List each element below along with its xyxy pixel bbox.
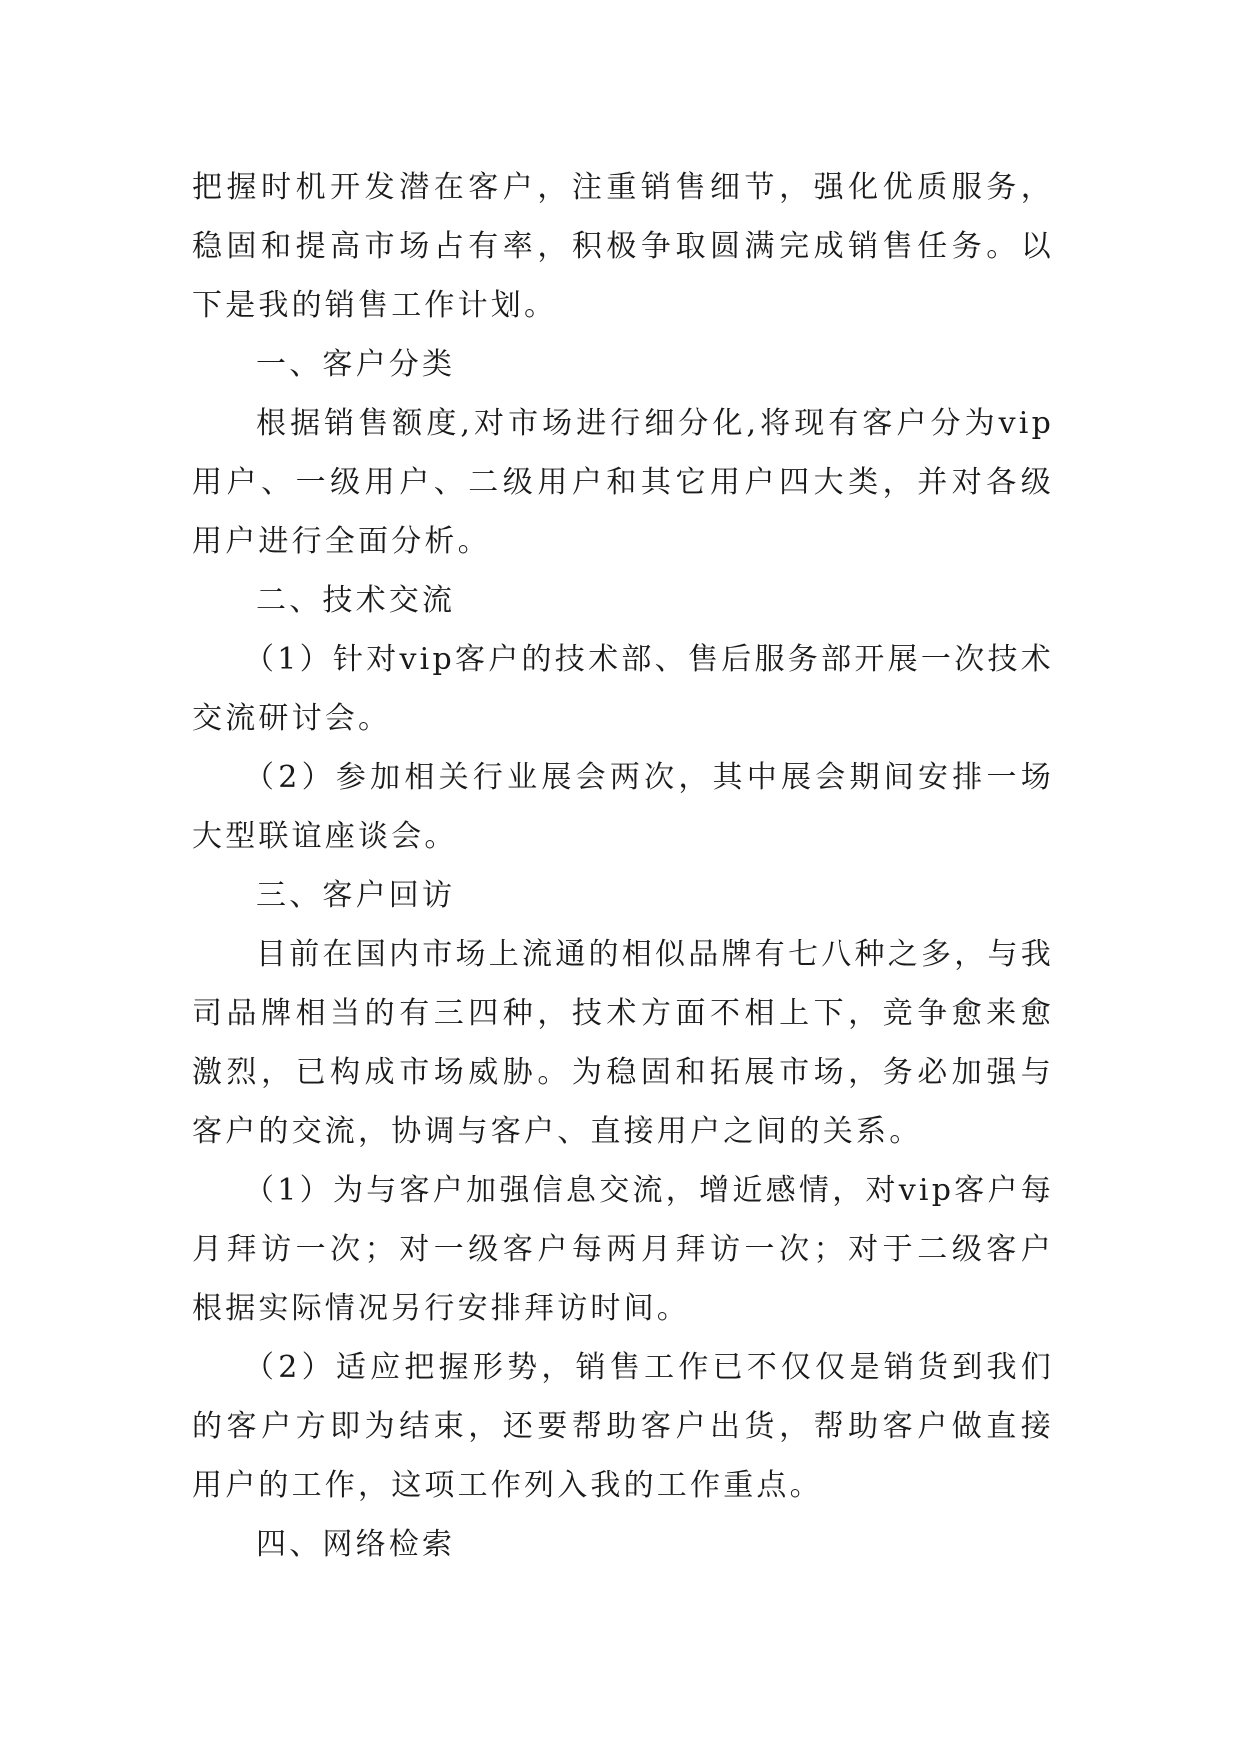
list-item-paragraph: （2）参加相关行业展会两次，其中展会期间安排一场大型联谊座谈会。 bbox=[192, 760, 1054, 854]
document-body bbox=[192, 158, 1054, 1574]
section-heading-network-search: 四、网络检索 bbox=[256, 1527, 456, 1562]
list-item-paragraph: （1）为与客户加强信息交流，增近感情，对vip客户每月拜访一次；对一级客户每两月拜访一次；对于二级客户根据实际情况另行安排拜访时间。 bbox=[192, 1173, 1054, 1326]
section-heading-customer-revisit: 三、客户回访 bbox=[256, 878, 456, 913]
body-paragraph: 根据销售额度,对市场进行细分化,将现有客户分为vip用户、一级用户、二级用户和其它用户四大类，并对各级用户进行全面分析。 bbox=[192, 406, 1054, 559]
section-heading-customer-classification: 一、客户分类 bbox=[256, 347, 456, 382]
body-paragraph: 目前在国内市场上流通的相似品牌有七八种之多，与我司品牌相当的有三四种，技术方面不相上下，竞争愈来愈激烈，已构成市场威胁。为稳固和拓展市场，务必加强与客户的交流，协调与客户、直接用户之间的关系。 bbox=[192, 937, 1054, 1149]
intro-paragraph: 把握时机开发潜在客户，注重销售细节，强化优质服务，稳固和提高市场占有率，积极争取圆满完成销售任务。以下是我的销售工作计划。 bbox=[192, 170, 1054, 323]
list-item-paragraph: （1）针对vip客户的技术部、售后服务部开展一次技术交流研讨会。 bbox=[192, 642, 1054, 736]
section-heading-technical-exchange: 二、技术交流 bbox=[256, 583, 456, 618]
list-item-paragraph: （2）适应把握形势，销售工作已不仅仅是销货到我们的客户方即为结束，还要帮助客户出货，帮助客户做直接用户的工作，这项工作列入我的工作重点。 bbox=[192, 1350, 1054, 1503]
